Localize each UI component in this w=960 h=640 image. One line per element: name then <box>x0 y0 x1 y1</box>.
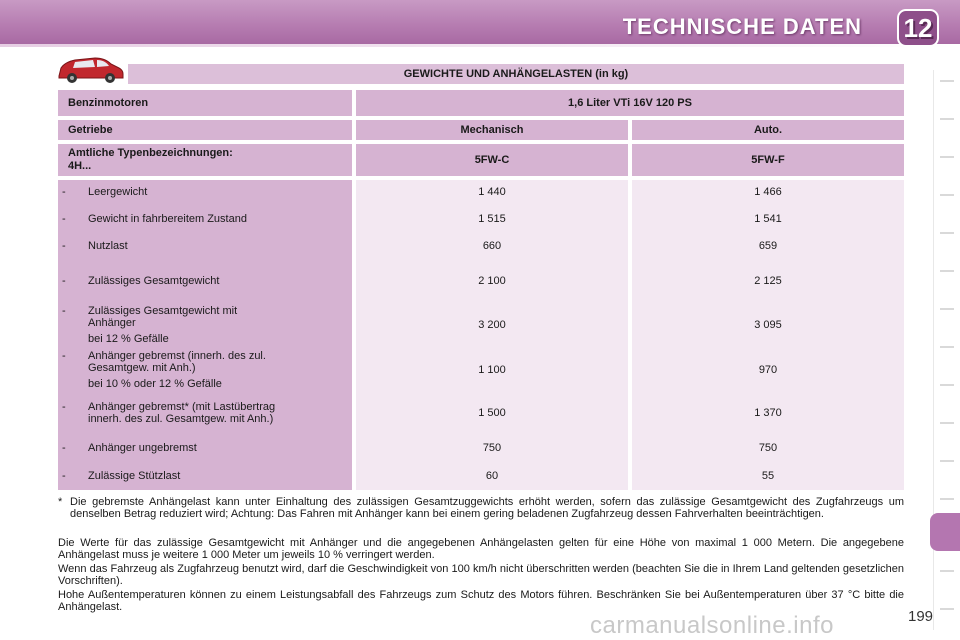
row-label: Leergewicht <box>88 186 148 198</box>
row-value-f: 1 541 <box>754 213 782 225</box>
table-row <box>62 186 350 198</box>
type-label-line2: 4H... <box>68 160 92 172</box>
chapter-tab[interactable] <box>940 118 954 120</box>
note-speed: Wenn das Fahrzeug als Zugfahrzeug benutzt wird, darf die Geschwindigkeit von 100 km/h nicht überschritten werden (beachten Sie die in Ihrem Land geltenden gesetzlichen Vorschriften). <box>58 563 904 587</box>
row-dash: - <box>62 305 66 317</box>
row-dash: - <box>62 401 66 413</box>
table-row <box>62 442 350 454</box>
row-value-c: 1 100 <box>478 364 506 376</box>
row-value-c: 750 <box>482 442 502 454</box>
chapter-tab[interactable] <box>940 270 954 272</box>
chapter-tab[interactable] <box>940 570 954 572</box>
watermark: carmanualsonline.info <box>590 612 834 639</box>
row-label-cont: Anhänger <box>88 317 136 329</box>
chapter-tab[interactable] <box>940 308 954 310</box>
chapter-tab[interactable] <box>940 194 954 196</box>
chapter-tab[interactable] <box>940 608 954 610</box>
table-row <box>62 213 350 225</box>
chapter-tab-active[interactable] <box>930 513 960 551</box>
type-label <box>58 144 352 176</box>
row-dash: - <box>62 470 66 482</box>
footnote <box>58 496 904 520</box>
page-title: TECHNISCHE DATEN <box>622 14 862 39</box>
row-label-cond: bei 10 % oder 12 % Gefälle <box>88 378 222 390</box>
row-label: Zulässige Stützlast <box>88 470 181 482</box>
gearbox-auto: Auto. <box>632 120 904 140</box>
footnote-star: * <box>58 496 63 508</box>
gearbox-label: Getriebe <box>58 120 352 140</box>
row-label-cont: Gesamtgew. mit Anh.) <box>88 362 196 374</box>
footnote-text: Die gebremste Anhängelast kann unter Einhaltung des zulässigen Gesamtzuggewichts erhöht werden, sofern das zulässige Gesamtgewicht des Zugfahrzeugs um denselben Betrag reduziert wird; Achtung: Das Fahren mit Anhänger kann bei einem gering beladenen Zugfahrzeug dessen Fahrverhalten beeinträchtigen. <box>70 496 904 520</box>
row-value-c: 2 100 <box>478 275 506 287</box>
engine-label: Benzinmotoren <box>58 90 352 116</box>
row-label: Anhänger ungebremst <box>88 442 197 454</box>
note-altitude: Die Werte für das zulässige Gesamtgewicht mit Anhänger und die angegebenen Anhängelasten gelten für eine Höhe von maximal 1 000 Metern. Die angegebene Anhängelast muss je weitere 1 000 Meter um jeweils 10 % verringert werden. <box>58 537 904 561</box>
row-value-f: 1 466 <box>754 186 782 198</box>
header-divider <box>0 44 960 47</box>
chapter-tab[interactable] <box>940 346 954 348</box>
row-value-c: 60 <box>485 470 499 482</box>
row-value-f: 750 <box>758 442 778 454</box>
row-value-c: 1 515 <box>478 213 506 225</box>
row-value-c: 1 500 <box>478 407 506 419</box>
table-row <box>62 275 350 287</box>
row-label-cond: bei 12 % Gefälle <box>88 333 169 345</box>
row-value-f: 659 <box>758 240 778 252</box>
type-value-f: 5FW-F <box>632 144 904 176</box>
row-label: Anhänger gebremst (innerh. des zul. <box>88 350 266 362</box>
table-row <box>62 240 350 252</box>
chapter-tab[interactable] <box>940 422 954 424</box>
row-dash: - <box>62 275 66 287</box>
page-number: 199 <box>908 608 934 625</box>
chapter-tab-bar <box>930 70 960 630</box>
table-row <box>62 401 350 425</box>
row-label: Zulässiges Gesamtgewicht mit <box>88 305 238 317</box>
chapter-tab[interactable] <box>940 232 954 234</box>
chapter-tab[interactable] <box>940 156 954 158</box>
row-dash: - <box>62 213 66 225</box>
row-label-cont: innerh. des zul. Gesamtgew. mit Anh.) <box>88 413 274 425</box>
gearbox-manual: Mechanisch <box>356 120 628 140</box>
row-value-f: 3 095 <box>754 319 782 331</box>
row-label: Gewicht in fahrbereitem Zustand <box>88 213 247 225</box>
row-value-f: 2 125 <box>754 275 782 287</box>
row-dash: - <box>62 442 66 454</box>
row-value-f: 55 <box>761 470 775 482</box>
row-label: Zulässiges Gesamtgewicht <box>88 275 220 287</box>
chapter-tab[interactable] <box>940 384 954 386</box>
chapter-number: 12 <box>903 13 933 43</box>
row-dash: - <box>62 350 66 362</box>
row-dash: - <box>62 186 66 198</box>
chapter-tab[interactable] <box>940 460 954 462</box>
row-value-f: 1 370 <box>754 407 782 419</box>
chapter-tab[interactable] <box>940 80 954 82</box>
row-label: Nutzlast <box>88 240 128 252</box>
row-dash: - <box>62 240 66 252</box>
chapter-badge <box>896 8 940 48</box>
table-row <box>62 305 350 345</box>
row-value-c: 660 <box>482 240 502 252</box>
note-temperature: Hohe Außentemperaturen können zu einem Leistungsabfall des Fahrzeugs zum Schutz des Motors führen. Beschränken Sie bei Außentemperaturen über 37 °C bitte die Anhängelast. <box>58 589 904 613</box>
row-value-c: 3 200 <box>478 319 506 331</box>
car-icon <box>55 54 125 86</box>
table-title: GEWICHTE UND ANHÄNGELASTEN (in kg) <box>128 64 904 84</box>
type-label-line1: Amtliche Typenbezeichnungen: <box>68 147 233 159</box>
engine-value: 1,6 Liter VTi 16V 120 PS <box>356 90 904 116</box>
table-row <box>62 470 350 482</box>
chapter-tab[interactable] <box>940 498 954 500</box>
row-label: Anhänger gebremst* (mit Lastübertrag <box>88 401 276 413</box>
row-value-c: 1 440 <box>478 186 506 198</box>
type-value-c: 5FW-C <box>356 144 628 176</box>
row-value-f: 970 <box>758 364 778 376</box>
table-row <box>62 350 350 390</box>
